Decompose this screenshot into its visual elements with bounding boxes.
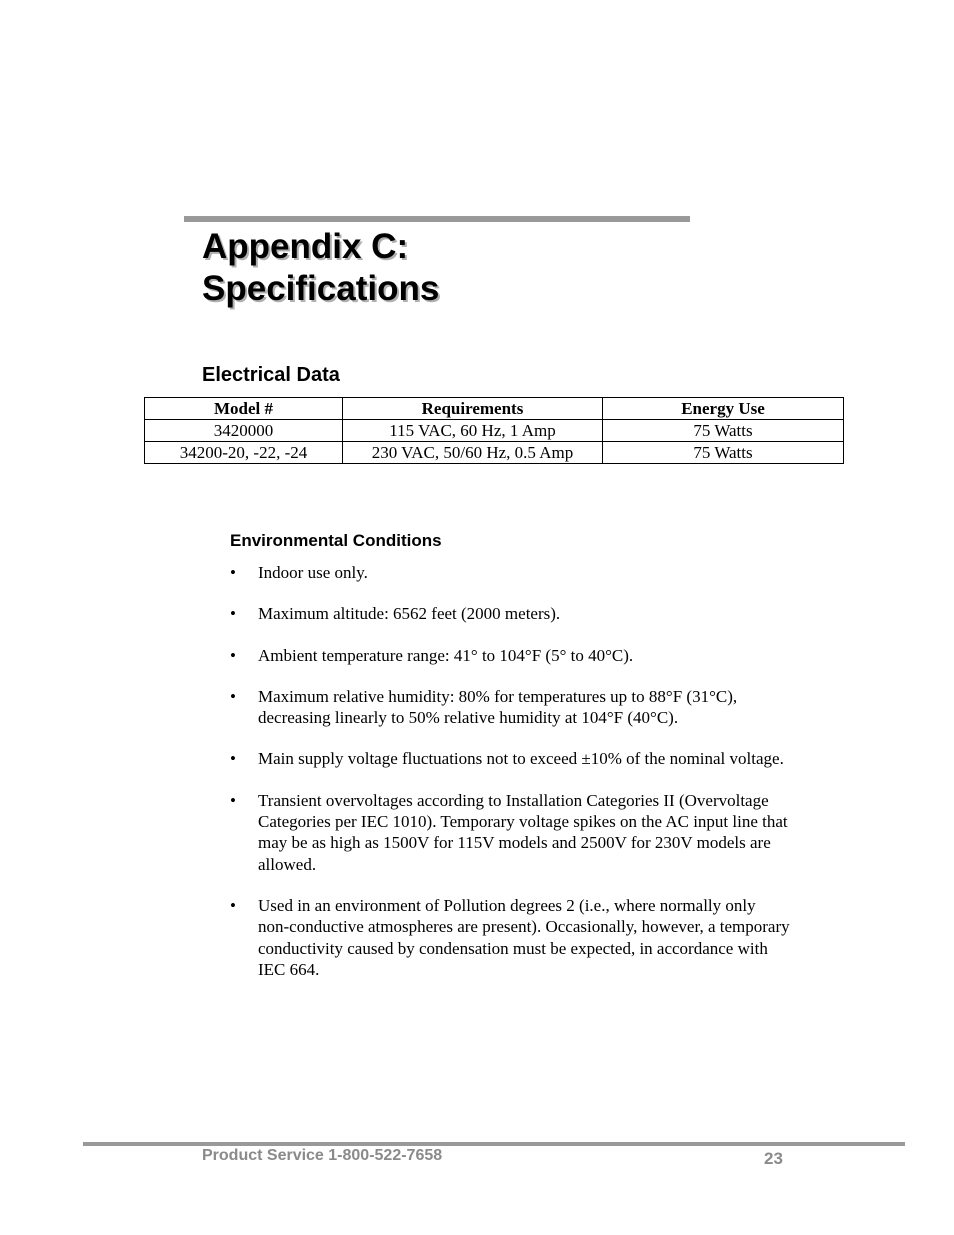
title-rule [184,216,690,222]
electrical-data-table [144,397,844,464]
bullet-icon: • [230,790,236,810]
column-header-model: Model # [145,398,343,420]
product-service-phone: Product Service 1-800-522-7658 [202,1147,443,1164]
list-item-text: Indoor use only. [258,563,368,582]
column-header-energy-use: Energy Use [603,398,844,420]
cell-energy-use: 75 Watts [603,420,844,442]
cell-requirements: 230 VAC, 50/60 Hz, 0.5 Amp [343,442,603,464]
list-item-text: Used in an environment of Pollution degrees 2 (i.e., where normally only non-conductive atmospheres are present). Occasionally, however, a temporary conductivity caused by condensation must be expected, in accordance with IEC 664. [258,895,790,979]
bullet-icon: • [230,645,236,665]
bullet-icon: • [230,686,236,706]
list-item [230,790,790,875]
cell-model: 3420000 [145,420,343,442]
table-row [145,442,844,464]
bullet-icon: • [230,563,236,582]
cell-model: 34200-20, -22, -24 [145,442,343,464]
list-item [230,645,790,666]
list-item [230,603,790,624]
list-item [230,562,790,583]
footer-rule [83,1142,905,1146]
table-row [145,420,844,442]
cell-energy-use: 75 Watts [603,442,844,464]
list-item [230,686,790,729]
table-header-row [145,398,844,420]
list-item-text: Maximum altitude: 6562 feet (2000 meters). [258,604,561,624]
list-item-text: Main supply voltage fluctuations not to exceed ±10% of the nominal voltage. [258,749,784,769]
bullet-icon: • [230,749,236,769]
list-item [230,748,790,769]
cell-requirements: 115 VAC, 60 Hz, 1 Amp [343,420,603,442]
page-title [202,226,439,310]
column-header-requirements: Requirements [343,398,603,420]
electrical-data-heading: Electrical Data [202,364,340,386]
list-item-text: Maximum relative humidity: 80% for temperatures up to 88°F (31°C), decreasing linearly to 50% relative humidity at 104°F (40°C). [258,686,738,728]
page-title-line-1: Appendix C: [202,227,409,266]
list-item-text: Transient overvoltages according to Installation Categories II (Overvoltage Categories per IEC 1010). Temporary voltage spikes on the AC input line that may be as high as 1500V for 115V models and 2500V for 230V models are allowed. [258,790,788,874]
environmental-conditions-heading: Environmental Conditions [230,531,442,550]
list-item-text: Ambient temperature range: 41° to 104°F (5° to 40°C). [258,645,634,665]
bullet-icon: • [230,604,236,624]
page-number: 23 [764,1149,783,1168]
list-item [230,895,790,980]
environmental-conditions-list [230,562,790,1000]
page-title-line-2: Specifications [202,269,440,308]
bullet-icon: • [230,895,236,915]
